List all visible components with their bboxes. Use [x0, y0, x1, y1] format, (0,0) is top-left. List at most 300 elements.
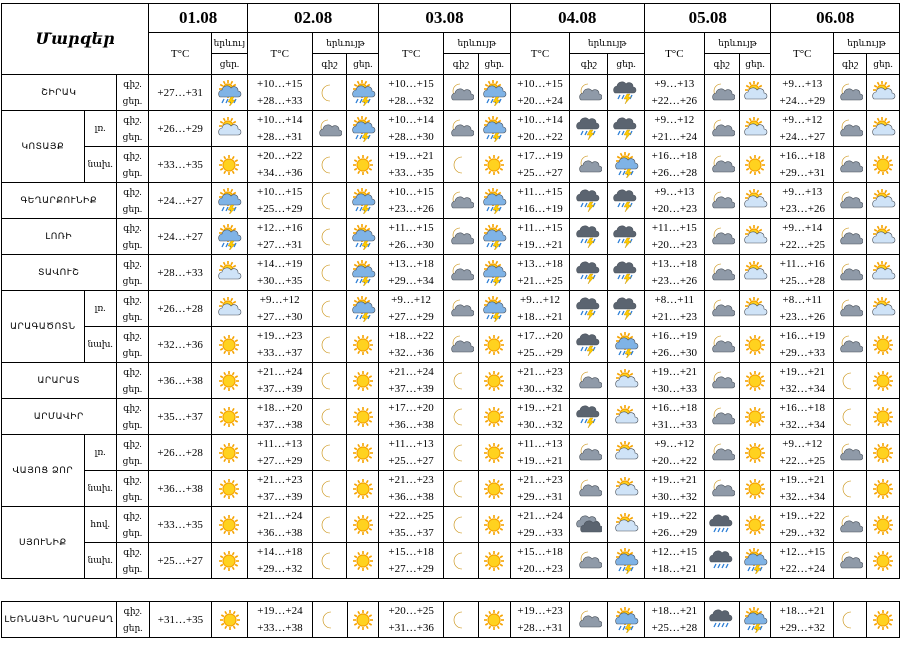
temp-night: +10…+14 [517, 113, 563, 126]
moon-cloud-icon [448, 260, 474, 286]
sun-cloud-storm-icon [350, 296, 376, 322]
time-labels [116, 111, 149, 147]
weather-icon-cell [570, 75, 608, 111]
weather-icon-cell [211, 291, 247, 327]
sun-icon [350, 607, 376, 633]
moon-icon [837, 476, 863, 502]
table-row [2, 147, 900, 183]
sun-icon [870, 440, 896, 466]
moon-cloud-icon [709, 260, 735, 286]
temp-day: +36…+38 [388, 418, 434, 431]
weather-icon-cell [312, 111, 347, 147]
weather-icon-cell [570, 507, 608, 543]
temp-day: +29…+31 [779, 166, 825, 179]
temp-day: +20…+23 [651, 238, 698, 251]
sun-cloud-storm-icon [481, 296, 507, 322]
temp-cell [771, 471, 834, 507]
day-label: ցեր. [122, 347, 143, 358]
temp-cell [247, 363, 312, 399]
temp-cell [149, 291, 212, 327]
weather-icon-cell [866, 602, 899, 638]
sun-icon [481, 440, 507, 466]
sun-icon [216, 512, 242, 538]
moon-cloud-icon [837, 440, 863, 466]
table-row [2, 219, 900, 255]
weather-icon-cell [211, 471, 247, 507]
temp-night: +16…+19 [651, 329, 698, 342]
temp-day: +30…+32 [517, 418, 563, 431]
temp-night: +19…+22 [779, 509, 825, 522]
sun-cloud-icon [216, 116, 242, 142]
temp-night: +21…+23 [517, 365, 563, 378]
temp-day: +29…+32 [257, 562, 303, 575]
cloud-storm-icon [576, 188, 602, 214]
table-row [2, 183, 900, 219]
sun-cloud-icon [742, 224, 768, 250]
temp-day: +28…+32 [388, 94, 434, 107]
table-row [2, 471, 900, 507]
weather-icon-cell [312, 147, 347, 183]
temp-day: +37…+38 [257, 418, 303, 431]
weather-icon-cell [704, 183, 739, 219]
weather-icon-cell [739, 363, 771, 399]
temp-day: +22…+25 [779, 238, 825, 251]
moon-cloud-icon [448, 296, 474, 322]
temp-day: +25…+27 [388, 454, 434, 467]
weather-icon-cell [866, 507, 899, 543]
temp-cell [771, 543, 834, 579]
weather-icon-cell [739, 111, 771, 147]
temp-night: +17…+19 [517, 149, 563, 162]
temp-cell [149, 543, 212, 579]
temp-night: +13…+18 [388, 257, 434, 270]
weather-icon-cell [739, 219, 771, 255]
moon-icon [448, 404, 474, 430]
temp-night: +9…+13 [654, 185, 695, 198]
temp-cell [379, 399, 444, 435]
weather-icon-cell [211, 75, 247, 111]
weather-icon-cell [608, 183, 645, 219]
weather-icon-cell [312, 543, 347, 579]
temp-cell [771, 363, 834, 399]
temp-cell [149, 219, 212, 255]
weather-icon-cell [211, 543, 247, 579]
weather-icon-cell [570, 291, 608, 327]
sun-cloud-storm-icon [742, 548, 768, 574]
sun-icon [350, 512, 376, 538]
temp-night: +9…+13 [782, 77, 823, 90]
weather-icon-cell [834, 507, 867, 543]
moon-cloud-icon [837, 512, 863, 538]
sun-icon [481, 404, 507, 430]
region-name: ԱՐԱՐԱՏ [2, 363, 117, 399]
time-labels [116, 435, 149, 471]
weather-icon-cell [739, 602, 771, 638]
sun-icon [742, 332, 768, 358]
sun-cloud-storm-icon [481, 260, 507, 286]
weather-icon-cell [443, 147, 478, 183]
moon-icon [837, 404, 863, 430]
time-labels [116, 471, 149, 507]
temp-night: +21…+24 [517, 509, 563, 522]
weather-icon-cell [478, 471, 510, 507]
temp-cell [149, 327, 212, 363]
temp-night: +9…+12 [782, 437, 823, 450]
temp-cell [644, 507, 704, 543]
sun-cloud-icon [742, 80, 768, 106]
event-header: երևույթ [570, 33, 645, 54]
day-subheader: ցեր. [866, 54, 899, 75]
sun-cloud-storm-icon [613, 607, 639, 633]
time-labels [116, 399, 149, 435]
moon-cloud-icon [709, 116, 735, 142]
subregion-name: նախ. [84, 543, 116, 579]
sun-cloud-icon [613, 512, 639, 538]
temp-day: +28…+31 [257, 130, 303, 143]
sun-icon [216, 440, 242, 466]
temp-night: +19…+21 [779, 473, 825, 486]
weather-icon-cell [608, 327, 645, 363]
temp-cell [644, 219, 704, 255]
temp-day: +23…+26 [779, 310, 825, 323]
temp-day: +36…+38 [257, 526, 303, 539]
weather-icon-cell [739, 75, 771, 111]
weather-icon-cell [443, 327, 478, 363]
weather-icon-cell [570, 363, 608, 399]
forecast-table [1, 3, 900, 579]
temp-day: +30…+32 [651, 490, 698, 503]
table-row [2, 507, 900, 543]
temp-cell [510, 399, 570, 435]
weather-icon-cell [866, 399, 899, 435]
temp-header: T°C [247, 33, 312, 75]
moon-cloud-icon [837, 548, 863, 574]
temp-cell [510, 363, 570, 399]
moon-cloud-icon [576, 476, 602, 502]
day-subheader: ցեր. [347, 54, 379, 75]
temp-night: +11…+13 [257, 437, 303, 450]
subregion-name: նախ. [84, 147, 116, 183]
temp-cell [248, 602, 313, 638]
moon-icon [316, 440, 342, 466]
temp-day: +31…+36 [388, 621, 434, 634]
moon-cloud-icon [709, 296, 735, 322]
temp-day: +20…+24 [517, 94, 563, 107]
weather-icon-cell [347, 291, 379, 327]
weather-icon-cell [443, 183, 478, 219]
temp-cell [510, 543, 570, 579]
moon-icon [448, 512, 474, 538]
temp-day: +28…+31 [517, 621, 563, 634]
temp-cell [644, 327, 704, 363]
region-name: ՇԻՐԱԿ [2, 75, 117, 111]
day-label: ցեր. [122, 491, 143, 502]
night-label: գիշ. [123, 546, 142, 557]
weather-icon-cell [478, 111, 510, 147]
sun-cloud-icon [742, 116, 768, 142]
weather-icon-cell [312, 183, 347, 219]
moon-cloud-icon [709, 404, 735, 430]
temp-cell [149, 471, 212, 507]
sun-icon [481, 548, 507, 574]
moon-cloud-icon [709, 152, 735, 178]
temp-night: +21…+23 [388, 473, 434, 486]
weather-icon-cell [739, 255, 771, 291]
moon-icon [316, 332, 342, 358]
night-label: գիշ. [123, 258, 142, 269]
sun-icon [481, 476, 507, 502]
subregion-name: հով. [84, 507, 116, 543]
weather-icon-cell [211, 147, 247, 183]
moon-cloud-icon [576, 548, 602, 574]
weather-icon-cell [570, 471, 608, 507]
weather-icon-cell [608, 111, 645, 147]
weather-icon-cell [570, 219, 608, 255]
moon-icon [448, 152, 474, 178]
sun-cloud-icon [870, 224, 896, 250]
moon-icon [448, 440, 474, 466]
day-subheader: ցեր. [211, 54, 247, 75]
temp-day: +25…+28 [651, 621, 698, 634]
temp-day: +20…+22 [651, 454, 698, 467]
night-label: գիշ. [123, 150, 142, 161]
weather-icon-cell [347, 75, 379, 111]
cloud-rain-icon [709, 548, 735, 574]
temp-cell [644, 183, 704, 219]
temp-cell [644, 435, 704, 471]
weather-icon-cell [443, 543, 478, 579]
moon-icon [448, 548, 474, 574]
weather-icon-cell [834, 435, 867, 471]
weather-icon-cell [866, 255, 899, 291]
region-name: ԼԵՌՆԱՅԻՆ ՂԱՐԱԲԱՂ [2, 602, 117, 638]
weather-icon-cell [347, 363, 379, 399]
temp-day: +19…+21 [517, 238, 563, 251]
night-label: գիշ. [123, 330, 142, 341]
temp-night: +10…+15 [517, 77, 563, 90]
temp-day: +27…+31 [257, 238, 303, 251]
moon-cloud-icon [837, 188, 863, 214]
sun-icon [742, 404, 768, 430]
event-header: երևույթ [443, 33, 510, 54]
region-name: ՎԱՅՈՑ ՁՈՐ [2, 435, 85, 507]
weather-icon-cell [347, 327, 379, 363]
sun-icon [216, 476, 242, 502]
sun-icon [870, 332, 896, 358]
temp-night: +9…+12 [654, 113, 695, 126]
subregion-name: նախ. [84, 471, 116, 507]
region-name: ԱՐԱԳԱԾՈՏՆ [2, 291, 85, 363]
weather-icon-cell [478, 219, 510, 255]
temp-night: +10…+15 [388, 77, 434, 90]
sun-cloud-storm-icon [350, 80, 376, 106]
temp-day: +24…+29 [779, 94, 825, 107]
sun-cloud-icon [742, 296, 768, 322]
temp-day: +29…+32 [779, 526, 825, 539]
cloud-storm-icon [613, 116, 639, 142]
temp-cell [247, 75, 312, 111]
night-subheader: գիշ [312, 54, 347, 75]
sun-cloud-icon [613, 404, 639, 430]
weather-icon-cell [704, 291, 739, 327]
weather-icon-cell [704, 255, 739, 291]
moon-cloud-icon [837, 332, 863, 358]
moon-cloud-icon [709, 368, 735, 394]
temp-day: +24…+27 [779, 130, 825, 143]
moon-cloud-icon [837, 260, 863, 286]
weather-icon-cell [478, 435, 510, 471]
temp-night: +19…+23 [517, 604, 563, 617]
temp-night: +18…+22 [388, 329, 434, 342]
weather-icon-cell [704, 111, 739, 147]
temp-night: +8…+11 [654, 293, 695, 306]
weather-icon-cell [443, 435, 478, 471]
temp-day: +30…+32 [517, 382, 563, 395]
cloud-storm-icon [576, 404, 602, 430]
weather-icon-cell [608, 435, 645, 471]
table-row [2, 255, 900, 291]
temp-night: +19…+21 [651, 473, 698, 486]
temp-day: +23…+26 [651, 274, 698, 287]
day-label: ցեր. [122, 383, 143, 394]
weather-icon-cell [211, 111, 247, 147]
temp-night: +15…+18 [517, 545, 563, 558]
moon-icon [316, 476, 342, 502]
moon-icon [316, 260, 342, 286]
weather-icon-cell [211, 183, 247, 219]
sun-cloud-icon [742, 260, 768, 286]
day-subheader: ցեր. [608, 54, 645, 75]
day-label: ցեր. [122, 203, 143, 214]
temp-cell [510, 291, 570, 327]
weather-icon-cell [866, 435, 899, 471]
weather-icon-cell [347, 183, 379, 219]
moon-cloud-icon [709, 80, 735, 106]
night-label: գիշ. [123, 510, 142, 521]
temp-cell [149, 435, 212, 471]
weather-icon-cell [834, 327, 867, 363]
night-label: գիշ. [123, 366, 142, 377]
weather-icon-cell [739, 399, 771, 435]
temp-cell [149, 363, 212, 399]
temp-night: +10…+15 [257, 77, 303, 90]
weather-icon-cell [570, 435, 608, 471]
temp-day: +21…+23 [651, 310, 698, 323]
moon-icon [316, 404, 342, 430]
sun-cloud-icon [613, 476, 639, 502]
weather-icon-cell [570, 111, 608, 147]
temp-night: +11…+13 [517, 437, 563, 450]
temp-cell [379, 75, 444, 111]
sun-cloud-storm-icon [481, 188, 507, 214]
temp-day: +34…+36 [257, 166, 303, 179]
weather-icon-cell [478, 183, 510, 219]
weather-icon-cell [478, 327, 510, 363]
temp-night: +14…+19 [257, 257, 303, 270]
temp-header: T°C [510, 33, 570, 75]
temp-cell [771, 255, 834, 291]
weather-icon-cell [478, 291, 510, 327]
sun-cloud-storm-icon [350, 224, 376, 250]
temp-cell [149, 147, 212, 183]
day-label: ցեր. [122, 419, 143, 430]
weather-icon-cell [478, 255, 510, 291]
temp-cell [379, 435, 444, 471]
weather-icon-cell [739, 291, 771, 327]
cloud-rain-icon [709, 607, 735, 633]
weather-icon-cell [443, 507, 478, 543]
temp-cell [771, 219, 834, 255]
weather-icon-cell [211, 399, 247, 435]
sun-cloud-icon [216, 296, 242, 322]
weather-icon-cell [866, 111, 899, 147]
temp-night: +11…+15 [651, 221, 697, 234]
weather-icon-cell [704, 543, 739, 579]
table-row [2, 602, 900, 638]
night-subheader: գիշ [570, 54, 608, 75]
sun-cloud-storm-icon [481, 224, 507, 250]
temp-night: +18…+21 [779, 604, 825, 617]
temp-cell [247, 255, 312, 291]
temp-cell [771, 327, 834, 363]
moon-icon [316, 80, 342, 106]
temp-cell [510, 111, 570, 147]
cloud-storm-icon [576, 224, 602, 250]
temp-cell [771, 75, 834, 111]
temp-night: +9…+13 [782, 185, 823, 198]
temp-day: +36…+38 [388, 490, 434, 503]
temp-day: +32…+34 [779, 490, 825, 503]
time-labels [116, 291, 149, 327]
weather-icon-cell [704, 471, 739, 507]
moon-icon [316, 512, 342, 538]
moon-cloud-icon [709, 332, 735, 358]
temp-cell [644, 147, 704, 183]
weather-icon-cell [704, 602, 739, 638]
temp-cell [510, 183, 570, 219]
weather-icon-cell [866, 147, 899, 183]
temp-night: +16…+18 [779, 149, 825, 162]
region-name: ԼՈՌԻ [2, 219, 117, 255]
weather-icon-cell [704, 363, 739, 399]
temp-day: +23…+26 [779, 202, 825, 215]
weather-icon-cell [704, 399, 739, 435]
sun-icon [481, 607, 507, 633]
moon-cloud-icon [448, 80, 474, 106]
sun-cloud-storm-icon [613, 332, 639, 358]
temp-day: +32…+34 [779, 418, 825, 431]
sun-icon [216, 332, 242, 358]
temp-night: +21…+24 [257, 509, 303, 522]
weather-icon-cell [866, 291, 899, 327]
time-labels [116, 255, 149, 291]
temp-night: +18…+21 [651, 604, 698, 617]
day-label: ցեր. [122, 131, 143, 142]
sun-icon [870, 512, 896, 538]
weather-icon-cell [347, 435, 379, 471]
weather-icon-cell [866, 471, 899, 507]
temp-night: +11…+15 [517, 221, 563, 234]
temp-cell [247, 183, 312, 219]
sun-cloud-icon [870, 116, 896, 142]
temp-cell [644, 75, 704, 111]
temp-cell [771, 507, 834, 543]
temp-cell [247, 291, 312, 327]
temp-night: +19…+21 [517, 401, 563, 414]
table-row [2, 435, 900, 471]
sun-icon [742, 440, 768, 466]
night-subheader: գիշ [704, 54, 739, 75]
